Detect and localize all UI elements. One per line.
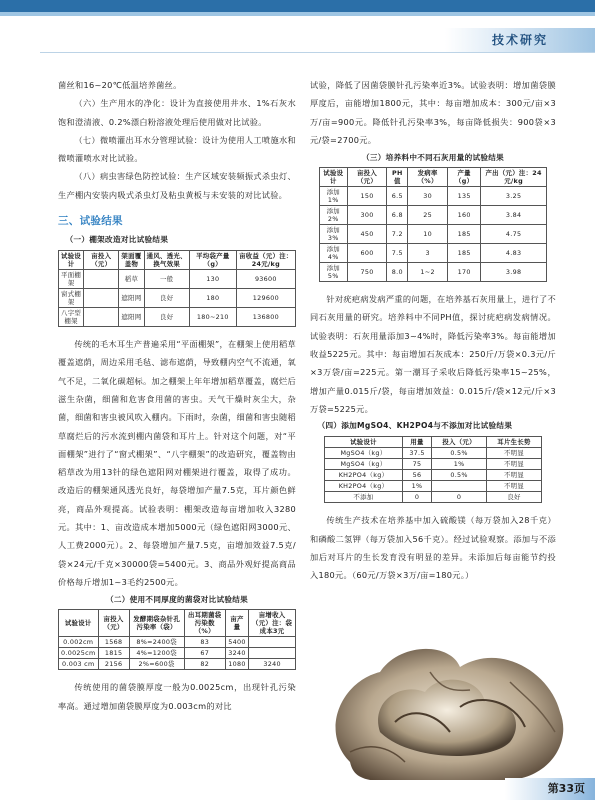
- table-cell: [432, 481, 487, 492]
- table-cell: [249, 637, 296, 648]
- table-cell: KH2PO4（kg）: [325, 481, 403, 492]
- header-stripe: [0, 12, 595, 16]
- table-cell: 6.5: [387, 187, 408, 206]
- table-cell: 3.98: [481, 263, 547, 282]
- column-header: 架面覆盖物: [119, 251, 144, 270]
- header-divider: [40, 52, 595, 53]
- table-cell: 窗式棚架: [59, 289, 84, 308]
- table-row: [59, 308, 296, 327]
- table-cell: 56: [402, 470, 431, 481]
- table-cell: 10: [408, 225, 448, 244]
- table-cell: 150: [347, 187, 387, 206]
- table-row: [325, 470, 542, 481]
- table-cell: 170: [448, 263, 481, 282]
- shed-comparison-table: [58, 250, 296, 327]
- column-header: 产量（g）: [448, 168, 481, 187]
- table-cell: [84, 308, 119, 327]
- table-cell: 1568: [98, 637, 129, 648]
- table-cell: 75: [402, 459, 431, 470]
- table-cell: 不明显: [487, 481, 542, 492]
- table-cell: 八字型棚架: [59, 308, 84, 327]
- table-cell: 一般: [144, 270, 189, 289]
- table-cell: MgSO4（kg）: [325, 459, 403, 470]
- column-header: 试验设计: [320, 168, 348, 187]
- header-bar: [0, 0, 595, 12]
- table-header-row: [59, 251, 296, 270]
- column-header: 投入（元）: [432, 437, 487, 448]
- table-cell: 2156: [98, 659, 129, 670]
- table-cell: 3: [408, 244, 448, 263]
- section-label: 技术研究: [445, 28, 595, 52]
- table-cell: 0.002cm: [59, 637, 99, 648]
- table-cell: 3240: [225, 648, 248, 659]
- table-row: [325, 459, 542, 470]
- table-cell: 添加2%: [320, 206, 348, 225]
- left-column: [58, 76, 296, 715]
- table-cell: 185: [448, 225, 481, 244]
- table-cell: 5400: [225, 637, 248, 648]
- table-cell: 良好: [144, 308, 189, 327]
- table-cell: 25: [408, 206, 448, 225]
- column-header: 亩投入（元）: [98, 610, 129, 637]
- table-cell: 3.84: [481, 206, 547, 225]
- column-header: 发酵期袋杂针孔污染率（袋）: [129, 610, 184, 637]
- table-row: [59, 659, 296, 670]
- table-cell: 1%: [402, 481, 431, 492]
- table-cell: KH2PO4（kg）: [325, 470, 403, 481]
- table-cell: 300: [347, 206, 387, 225]
- paragraph: 传统使用的菌袋膜厚度一般为0.0025cm，出现针孔污染率高。通过增加菌袋膜厚度为0.003cm的对比: [58, 682, 296, 711]
- table-cell: 8.0: [387, 263, 408, 282]
- table-title: （二）使用不同厚度的菌袋对比试验结果: [105, 595, 249, 605]
- column-header: 发病率（%）: [408, 168, 448, 187]
- table-cell: 67: [184, 648, 225, 659]
- table-cell: 135: [448, 187, 481, 206]
- column-header: 用量: [402, 437, 431, 448]
- paragraph: （八）病虫害绿色防控试验：生产区域安装频振式杀虫灯、生产棚内安装内吸式杀虫灯及粘虫黄板与未安装的对比试验。: [58, 171, 296, 200]
- column-header: 产出（元）注：24元/kg: [481, 168, 547, 187]
- bag-thickness-table: [58, 609, 296, 670]
- column-header: 平均袋产量（g）: [189, 251, 236, 270]
- column-header: 亩收益（元）注：24元/kg: [236, 251, 295, 270]
- table-row: [59, 637, 296, 648]
- column-header: 试验设计: [59, 251, 84, 270]
- table-title: （三）培养料中不同石灰用量的试验结果: [361, 153, 505, 163]
- mushroom-photo: [310, 612, 574, 782]
- column-header: PH值: [387, 168, 408, 187]
- column-header: 亩投入（元）: [347, 168, 387, 187]
- table-row: [320, 206, 547, 225]
- column-header: 出耳期菌袋污染数（%）: [184, 610, 225, 637]
- table-row: [325, 481, 542, 492]
- table-cell: 160: [448, 206, 481, 225]
- table-cell: 30: [408, 187, 448, 206]
- table-row: [320, 225, 547, 244]
- table-cell: 稻草: [119, 270, 144, 289]
- paragraph: （七）微喷灌出耳水分管理试验：设计为使用人工喷施水和微喷灌喷水对比试验。: [58, 134, 296, 164]
- table-cell: 4%=1200袋: [129, 648, 184, 659]
- table-row: [320, 263, 547, 282]
- table-cell: 添加3%: [320, 225, 348, 244]
- table-cell: 180: [189, 289, 236, 308]
- paragraph: （六）生产用水的净化：设计为直接使用井水、1%石灰水饱和澄清液、0.2%漂白粉溶液处理后使用做对比试验。: [58, 98, 296, 127]
- column-header: 亩投入（元）: [84, 251, 119, 270]
- table-cell: 1815: [98, 648, 129, 659]
- table-cell: 83: [184, 637, 225, 648]
- column-header: 通风、透光、换气效果: [144, 251, 189, 270]
- table-header-row: [59, 610, 296, 637]
- table-cell: 添加4%: [320, 244, 348, 263]
- table-row: [59, 289, 296, 308]
- section-heading: 三、试验结果: [58, 215, 123, 228]
- table-cell: 4.75: [481, 225, 547, 244]
- table-cell: 37.5: [402, 448, 431, 459]
- column-header: 亩增收入（元）注：袋成本3元: [249, 610, 296, 637]
- table-cell: 不明显: [487, 470, 542, 481]
- table-cell: 3240: [249, 659, 296, 670]
- table-cell: 0.5%: [432, 470, 487, 481]
- additive-table: [324, 436, 542, 503]
- table-header-row: [320, 168, 547, 187]
- table-row: [59, 648, 296, 659]
- table-header-row: [325, 437, 542, 448]
- table-cell: 0: [432, 492, 487, 503]
- table-cell: 6.8: [387, 206, 408, 225]
- table-cell: 1%: [432, 459, 487, 470]
- table-cell: 4.83: [481, 244, 547, 263]
- table-cell: 130: [189, 270, 236, 289]
- table-cell: [249, 648, 296, 659]
- table-cell: 0: [402, 492, 431, 503]
- table-cell: 180~210: [189, 308, 236, 327]
- table-cell: 0.003 cm: [59, 659, 99, 670]
- table-cell: 添加5%: [320, 263, 348, 282]
- table-title: （一）棚架改造对比试验结果: [65, 235, 169, 245]
- table-cell: 不添加: [325, 492, 403, 503]
- table-cell: 750: [347, 263, 387, 282]
- right-column: [310, 76, 556, 584]
- table-cell: 8%=2400袋: [129, 637, 184, 648]
- lime-dosage-table: [319, 167, 547, 282]
- table-row: [59, 270, 296, 289]
- table-cell: [84, 270, 119, 289]
- paragraph: 传统生产技术在培养基中加入硫酸镁（每万袋加入28千克）和磷酸二氢钾（每万袋加入56千克）。经过试验观察。添加与不添加后对耳片的生长发育没有明显的差异。未添加后每亩能节约投入180元。（60元/万袋×3万/亩=180元。）: [310, 515, 556, 581]
- table-cell: 3.25: [481, 187, 547, 206]
- table-cell: 2%=600袋: [129, 659, 184, 670]
- paragraph: 试验，降低了因菌袋膜针孔污染率近3%。试验表明：增加菌袋膜厚度后，亩能增加1800元，其中：每亩增加成本：300元/亩×3万/亩=900元。降低针孔污染率3%，每亩降低损失：900袋×3元/袋=2700元。: [310, 80, 556, 145]
- table-cell: 不明显: [487, 448, 542, 459]
- table-row: [320, 187, 547, 206]
- table-cell: 遮阳网: [119, 289, 144, 308]
- table-cell: MgSO4（kg）: [325, 448, 403, 459]
- column-header: 耳片生长势: [487, 437, 542, 448]
- table-cell: 1080: [225, 659, 248, 670]
- table-cell: 良好: [487, 492, 542, 503]
- table-cell: 平面棚架: [59, 270, 84, 289]
- table-cell: 添加1%: [320, 187, 348, 206]
- table-cell: 遮阳网: [119, 308, 144, 327]
- table-cell: 1~2: [408, 263, 448, 282]
- column-header: 试验设计: [325, 437, 403, 448]
- page-number: 第33页: [547, 782, 585, 795]
- table-cell: 不明显: [487, 459, 542, 470]
- paragraph: 菌丝和16~20℃低温培养菌丝。: [58, 80, 182, 90]
- paragraph: 传统的毛木耳生产普遍采用“平面棚架”，在棚架上使用稻草覆盖遮荫，周边采用毛毡、滤布遮荫，导致棚内空气不流通，氧气不足，二氧化碳超标。加之棚架上年年增加稻草覆盖，腐烂后滋生杂菌，细菌和危害食用菌的害虫。天气干燥时灰尘大，杂菌，细菌和害虫被风吹入棚内。下雨时，杂菌，细菌和害虫随稻草腐烂后的污水流到棚内菌袋和耳片上。针对这个问题，对“平面棚架”进行了“窗式棚架”、“八字棚架”的改造研究，覆盖物由稻草改为用13针的绿色遮阳网对棚架进行覆盖，取得了成功。改造后的棚架通风透光良好，每袋增加产量7.5克，耳片颜色鲜亮，商品外观提高。试验表明：棚架改造每亩增加收入3280元。其中：1、亩改造成本增加5000元（绿色遮阳网3000元、人工费2000元）。2、每袋增加产量7.5克，亩增加效益7.5克/袋×24元/千克×30000袋=5400元。3、商品外观好提高商品价格每斤增加1~3毛约2500元。: [58, 339, 296, 587]
- table-cell: 7.2: [387, 225, 408, 244]
- table-cell: 600: [347, 244, 387, 263]
- table-title: （四）添加MgSO4、KH2PO4与不添加对比试验结果: [317, 421, 513, 431]
- table-row: [320, 244, 547, 263]
- table-cell: 0.0025cm: [59, 648, 99, 659]
- table-cell: [84, 289, 119, 308]
- table-cell: 185: [448, 244, 481, 263]
- table-cell: 7.5: [387, 244, 408, 263]
- table-row: [325, 448, 542, 459]
- column-header: 亩产量: [225, 610, 248, 637]
- table-row: [325, 492, 542, 503]
- table-cell: 136800: [236, 308, 295, 327]
- table-cell: 良好: [144, 289, 189, 308]
- column-header: 试验设计: [59, 610, 99, 637]
- paragraph: 针对疣疤病发病严重的问题，在培养基石灰用量上，进行了不同石灰用量的研究。培养料中不同PH值，探讨疣疤病发病情况。试验表明：石灰用量添加3~4%时，降低污染率3%。每亩能增加收益5225元。其中：每亩增加石灰成本：250斤/万袋×0.3元/斤×3万袋/亩=225元。第一潮耳子采收后降低污染率15~25%，增加产量0.015斤/袋，每亩增加效益：0.015斤/袋×12元/斤×3万袋=5225元。: [310, 294, 556, 414]
- table-cell: 93600: [236, 270, 295, 289]
- table-cell: 82: [184, 659, 225, 670]
- table-cell: 0.5%: [432, 448, 487, 459]
- table-cell: 450: [347, 225, 387, 244]
- table-cell: 129600: [236, 289, 295, 308]
